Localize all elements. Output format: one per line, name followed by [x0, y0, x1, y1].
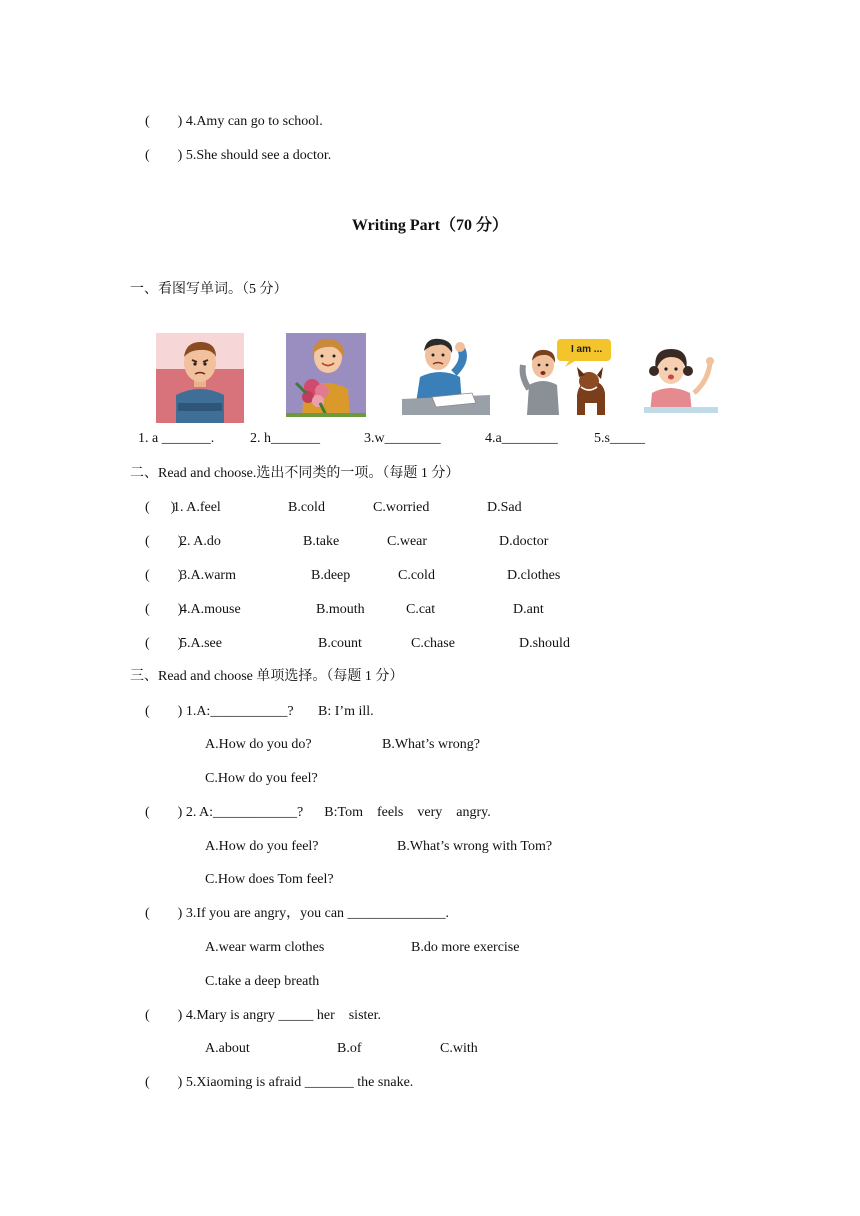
- s3-q4-option-c: C.with: [440, 1041, 478, 1056]
- s3-q1-stem: ( ) 1.A:___________? B: I’m ill.: [145, 704, 374, 719]
- s3-q3-option-c: C.take a deep breath: [205, 974, 320, 989]
- boy-afraid-of-dog-picture: [519, 337, 613, 415]
- s2-q3-option-c: C.cold: [398, 568, 435, 583]
- s3-q3-stem: ( ) 3.If you are angry，you can ______________.: [145, 906, 450, 921]
- s2-q5-option-c: C.chase: [411, 636, 455, 651]
- s2-q4-option-d: D.ant: [513, 602, 544, 617]
- s3-q5-stem: ( ) 5.Xiaoming is afraid _______ the snake.: [145, 1075, 414, 1090]
- s2-q4-option-b: B.mouth: [316, 602, 365, 617]
- picture-caption-1: 1. a _______.: [138, 431, 215, 446]
- s2-q3-option-a: 3.A.warm: [180, 568, 236, 583]
- s2-q2-bracket: ( ): [145, 534, 183, 549]
- s3-q3-option-b: B.do more exercise: [411, 940, 520, 955]
- speech-bubble-text: I am ...: [571, 344, 603, 355]
- listening-item-4: ( ) 4.Amy can go to school.: [145, 114, 323, 129]
- s2-q2-option-b: B.take: [303, 534, 340, 549]
- angry-man-arms-crossed-picture: [156, 333, 244, 423]
- woman-holding-flowers-picture: [286, 333, 366, 417]
- s2-q2-option-d: D.doctor: [499, 534, 549, 549]
- s2-q4-option-c: C.cat: [406, 602, 436, 617]
- s2-q1-option-b: B.cold: [288, 500, 325, 515]
- s2-q4-bracket: ( ): [145, 602, 183, 617]
- s3-q2-stem: ( ) 2. A:____________? B:Tom feels very angry.: [145, 805, 491, 820]
- listening-item-5: ( ) 5.She should see a doctor.: [145, 148, 332, 163]
- s3-q1-option-a: A.How do you do?: [205, 737, 312, 752]
- s2-q3-bracket: ( ): [145, 568, 183, 583]
- s3-q2-option-a: A.How do you feel?: [205, 839, 319, 854]
- s2-q1-option-a: 1. A.feel: [173, 500, 221, 515]
- picture-caption-2: 2. h_______: [250, 431, 320, 446]
- s3-q2-option-b: B.What’s wrong with Tom?: [397, 839, 553, 854]
- s3-q4-option-b: B.of: [337, 1041, 362, 1056]
- s2-q5-option-b: B.count: [318, 636, 362, 651]
- s2-q3-option-d: D.clothes: [507, 568, 561, 583]
- s2-q1-option-c: C.worried: [373, 500, 430, 515]
- s2-q5-option-a: 5.A.see: [180, 636, 222, 651]
- s3-q4-option-a: A.about: [205, 1041, 250, 1056]
- writing-part-title: Writing Part（70 分）: [351, 217, 509, 234]
- picture-caption-5: 5.s_____: [594, 431, 645, 446]
- s2-q1-option-d: D.Sad: [487, 500, 522, 515]
- picture-caption-3: 3.w________: [364, 431, 441, 446]
- worried-boy-at-desk-picture: [402, 333, 490, 415]
- s3-q1-option-c: C.How do you feel?: [205, 771, 318, 786]
- section3-heading: 三、Read and choose 单项选择。（每题 1 分）: [130, 669, 404, 684]
- s3-q2-option-c: C.How does Tom feel?: [205, 872, 334, 887]
- s2-q3-option-b: B.deep: [311, 568, 351, 583]
- s2-q2-option-c: C.wear: [387, 534, 428, 549]
- happy-girl-waving-picture: [644, 341, 718, 413]
- s2-q5-option-d: D.should: [519, 636, 570, 651]
- s2-q5-bracket: ( ): [145, 636, 183, 651]
- s3-q1-option-b: B.What’s wrong?: [382, 737, 480, 752]
- s2-q1-bracket: ( ): [145, 500, 176, 515]
- picture-caption-4: 4.a________: [485, 431, 558, 446]
- s3-q3-option-a: A.wear warm clothes: [205, 940, 325, 955]
- section1-heading: 一、看图写单词。（5 分）: [130, 282, 288, 297]
- section2-heading: 二、Read and choose.选出不同类的一项。（每题 1 分）: [130, 466, 460, 481]
- s3-q4-stem: ( ) 4.Mary is angry _____ her sister.: [145, 1008, 382, 1023]
- s2-q2-option-a: 2. A.do: [180, 534, 221, 549]
- s2-q4-option-a: 4.A.mouse: [180, 602, 241, 617]
